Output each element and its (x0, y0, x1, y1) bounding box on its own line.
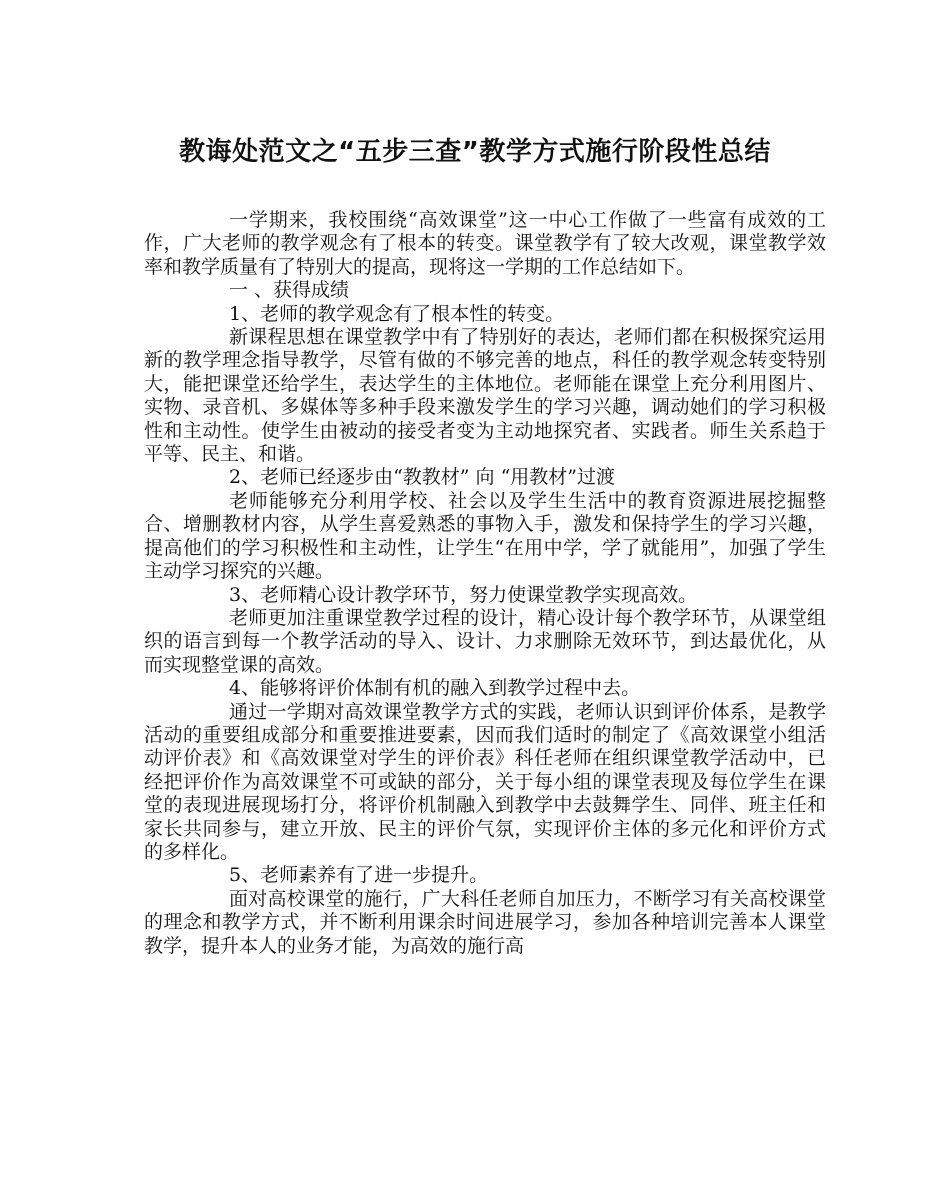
item-heading-3: 3、老师精心设计教学环节，努力使课堂教学实现高效。 (229, 583, 698, 606)
paragraph-item-3: 老师更加注重课堂教学过程的设计，精心设计每个教学环节，从课堂组织的语言到每一个教学活动的导入、设计、力求删除无效环节，到达最优化，从而实现整堂课的高效。 (144, 606, 826, 676)
item-heading-1: 1、老师的教学观念有了根本性的转变。 (229, 302, 565, 325)
item-heading-4: 4、能够将评价体制有机的融入到教学过程中去。 (229, 677, 641, 700)
item-heading-2: 2、老师已经逐步由“教教材” 向 “用教材”过渡 (229, 466, 616, 489)
paragraph-item-1: 新课程思想在课堂教学中有了特别好的表达，老师们都在积极探究运用新的教学理念指导教学，尽管有做的不够完善的地点，科任的教学观念转变特别大，能把课堂还给学生，表达学生的主体地位。老师能在课堂上充分利用图片、实物、录音机、多媒体等多种手段来激发学生的学习兴趣，调动她们的学习积极性和主动性。使学生由被动的接受者变为主动地探究者、实践者。师生关系趋于平等、民主、和谐。 (144, 326, 826, 466)
item-heading-5: 5、老师素养有了进一步提升。 (229, 864, 489, 887)
paragraph-item-4: 通过一学期对高效课堂教学方式的实践，老师认识到评价体系，是教学活动的重要组成部分和重要推进要素，因而我们适时的制定了《高效课堂小组活动评价表》和《高效课堂对学生的评价表》科任老师在组织课堂教学活动中，已经把评价作为高效课堂不可或缺的部分，关于每小组的课堂表现及每位学生在课堂的表现进展现场打分，将评价机制融入到教学中去鼓舞学生、同伴、班主任和家长共同参与，建立开放、民主的评价气氛，实现评价主体的多元化和评价方式的多样化。 (144, 700, 826, 863)
paragraph-intro: 一学期来，我校围绕“高效课堂”这一中心工作做了一些富有成效的工作，广大老师的教学观念有了根本的转变。课堂教学有了较大改观，课堂教学效率和教学质量有了特别大的提高，现将这一学期的工作总结如下。 (144, 209, 826, 278)
section-heading-achievements: 一 、获得成绩 (229, 279, 350, 302)
document-body (144, 209, 826, 958)
document-title: 教诲处范文之“五步三查”教学方式施行阶段性总结 (179, 137, 771, 167)
paragraph-item-5: 面对高校课堂的施行，广大科任老师自加压力，不断学习有关高校课堂的理念和教学方式，并不断利用课余时间进展学习，参加各种培训完善本人课堂教学，提升本人的业务才能，为高效的施行高 (144, 887, 826, 957)
paragraph-item-2: 老师能够充分利用学校、社会以及学生生活中的教育资源进展挖掘整合、增删教材内容，从学生喜爱熟悉的事物入手，激发和保持学生的学习兴趣，提高他们的学习积极性和主动性，让学生“在用中学，学了就能用”，加强了学生主动学习探究的兴趣。 (144, 489, 826, 583)
